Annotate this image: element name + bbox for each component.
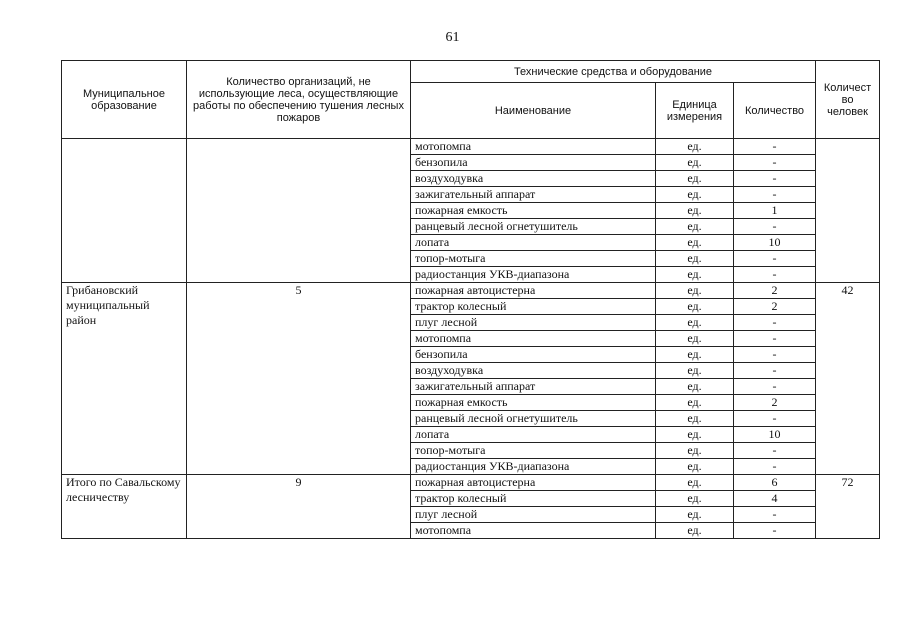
- equipment-unit: ед.: [656, 395, 734, 411]
- equipment-quantity: -: [734, 331, 816, 347]
- equipment-quantity: 2: [734, 283, 816, 299]
- header-equipment: Технические средства и оборудование: [411, 61, 816, 83]
- equipment-unit: ед.: [656, 443, 734, 459]
- equipment-quantity: -: [734, 219, 816, 235]
- equipment-quantity: 10: [734, 235, 816, 251]
- equipment-quantity: -: [734, 363, 816, 379]
- equipment-name: лопата: [411, 427, 656, 443]
- equipment-unit: ед.: [656, 411, 734, 427]
- equipment-name: бензопила: [411, 155, 656, 171]
- equipment-name: топор-мотыга: [411, 443, 656, 459]
- equipment-quantity: -: [734, 379, 816, 395]
- header-municipality: Муниципальное образование: [62, 61, 187, 139]
- equipment-name: воздуходувка: [411, 171, 656, 187]
- header-name: Наименование: [411, 83, 656, 139]
- equipment-unit: ед.: [656, 171, 734, 187]
- equipment-quantity: -: [734, 523, 816, 539]
- equipment-quantity: 1: [734, 203, 816, 219]
- equipment-quantity: -: [734, 443, 816, 459]
- equipment-name: трактор колесный: [411, 491, 656, 507]
- equipment-quantity: -: [734, 187, 816, 203]
- equipment-name: пожарная автоцистерна: [411, 475, 656, 491]
- equipment-unit: ед.: [656, 299, 734, 315]
- equipment-name: зажигательный аппарат: [411, 379, 656, 395]
- equipment-unit: ед.: [656, 491, 734, 507]
- org-count-cell: [187, 139, 411, 283]
- equipment-unit: ед.: [656, 475, 734, 491]
- equipment-name: трактор колесный: [411, 299, 656, 315]
- people-cell: [816, 139, 880, 283]
- equipment-table: [61, 60, 880, 539]
- equipment-unit: ед.: [656, 427, 734, 443]
- equipment-unit: ед.: [656, 235, 734, 251]
- equipment-name: ранцевый лесной огнетушитель: [411, 219, 656, 235]
- equipment-quantity: -: [734, 251, 816, 267]
- equipment-unit: ед.: [656, 219, 734, 235]
- equipment-unit: ед.: [656, 459, 734, 475]
- equipment-quantity: 2: [734, 395, 816, 411]
- org-count-cell: 9: [187, 475, 411, 539]
- municipality-cell: [62, 139, 187, 283]
- org-count-cell: 5: [187, 283, 411, 475]
- equipment-unit: ед.: [656, 347, 734, 363]
- people-cell: 42: [816, 283, 880, 475]
- equipment-name: пожарная емкость: [411, 203, 656, 219]
- equipment-unit: ед.: [656, 315, 734, 331]
- equipment-quantity: -: [734, 315, 816, 331]
- equipment-name: лопата: [411, 235, 656, 251]
- header-people: Количест во человек: [816, 61, 880, 139]
- equipment-name: мотопомпа: [411, 523, 656, 539]
- header-org-count: Количество организаций, не использующие леса, осуществляющие работы по обеспечению тушения лесных пожаров: [187, 61, 411, 139]
- equipment-name: плуг лесной: [411, 315, 656, 331]
- equipment-unit: ед.: [656, 507, 734, 523]
- header-unit: Единица измерения: [656, 83, 734, 139]
- equipment-name: радиостанция УКВ-диапазона: [411, 267, 656, 283]
- header-quantity: Количество: [734, 83, 816, 139]
- equipment-unit: ед.: [656, 331, 734, 347]
- page-number: 61: [445, 30, 460, 45]
- equipment-name: радиостанция УКВ-диапазона: [411, 459, 656, 475]
- equipment-name: топор-мотыга: [411, 251, 656, 267]
- equipment-name: ранцевый лесной огнетушитель: [411, 411, 656, 427]
- equipment-quantity: 2: [734, 299, 816, 315]
- equipment-name: мотопомпа: [411, 139, 656, 155]
- equipment-quantity: -: [734, 139, 816, 155]
- equipment-quantity: 4: [734, 491, 816, 507]
- table-row: [62, 139, 880, 155]
- equipment-quantity: 10: [734, 427, 816, 443]
- equipment-unit: ед.: [656, 155, 734, 171]
- table-row: [62, 475, 880, 491]
- equipment-unit: ед.: [656, 187, 734, 203]
- table-body: [62, 139, 880, 539]
- municipality-cell: Грибановский муниципальный район: [62, 283, 187, 475]
- equipment-quantity: -: [734, 347, 816, 363]
- people-cell: 72: [816, 475, 880, 539]
- equipment-quantity: -: [734, 267, 816, 283]
- equipment-unit: ед.: [656, 251, 734, 267]
- equipment-quantity: -: [734, 507, 816, 523]
- equipment-quantity: -: [734, 155, 816, 171]
- municipality-cell: Итого по Савальскому лесничеству: [62, 475, 187, 539]
- equipment-name: воздуходувка: [411, 363, 656, 379]
- equipment-name: мотопомпа: [411, 331, 656, 347]
- equipment-name: пожарная автоцистерна: [411, 283, 656, 299]
- equipment-name: зажигательный аппарат: [411, 187, 656, 203]
- equipment-name: бензопила: [411, 347, 656, 363]
- equipment-name: плуг лесной: [411, 507, 656, 523]
- equipment-name: пожарная емкость: [411, 395, 656, 411]
- equipment-quantity: -: [734, 411, 816, 427]
- equipment-unit: ед.: [656, 267, 734, 283]
- equipment-unit: ед.: [656, 379, 734, 395]
- equipment-quantity: -: [734, 171, 816, 187]
- equipment-unit: ед.: [656, 363, 734, 379]
- equipment-unit: ед.: [656, 139, 734, 155]
- table-row: [62, 283, 880, 299]
- equipment-unit: ед.: [656, 283, 734, 299]
- equipment-quantity: -: [734, 459, 816, 475]
- equipment-unit: ед.: [656, 523, 734, 539]
- equipment-quantity: 6: [734, 475, 816, 491]
- equipment-unit: ед.: [656, 203, 734, 219]
